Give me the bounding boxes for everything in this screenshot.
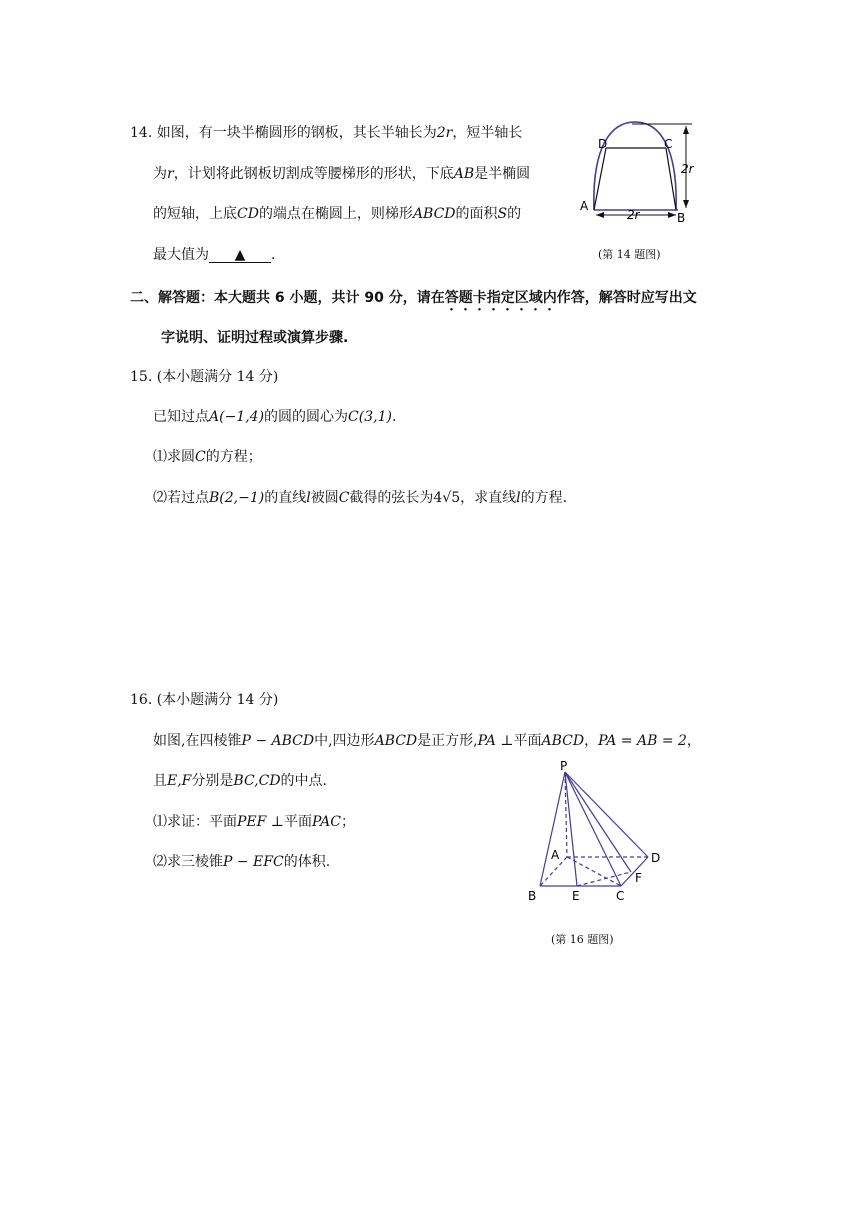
label-height: 2r [681, 162, 694, 176]
answer-blank: ▲ [209, 248, 271, 263]
label-a: A [551, 848, 560, 862]
label-p: P [560, 760, 568, 773]
q16-caption: (第 16 题图) [551, 933, 614, 946]
side-line-ad [594, 148, 606, 210]
section-heading-line2: 字说明、证明过程或演算步骤. [161, 330, 349, 346]
edge-pc [565, 772, 621, 886]
label-width: 2r [627, 208, 640, 222]
edge-pb [540, 772, 565, 886]
label-d: D [651, 851, 661, 865]
label-c: C [616, 889, 625, 903]
q15-header: 15. (本小题满分 14 分) [130, 369, 279, 385]
semi-ellipse-arc [594, 122, 676, 210]
q16-number: 16. [130, 692, 153, 708]
label-a: A [580, 199, 589, 213]
label-b: B [677, 211, 686, 225]
q14-line4: 最大值为 ▲ . [153, 247, 276, 263]
label-d: D [598, 137, 608, 151]
q14-line3: 的短轴，上底CD的端点在椭圆上，则梯形ABCD的面积S的 [153, 206, 522, 222]
q14-number: 14. [130, 125, 153, 141]
q16-figure-pyramid [520, 760, 670, 905]
label-c: C [664, 137, 673, 151]
q16-part2: ⑵求三棱锥P − EFC的体积. [153, 854, 331, 870]
q16-stem: 如图,在四棱锥P − ABCD中,四边形ABCD是正方形,PA ⊥平面ABCD，PA = AB = 2， [153, 733, 701, 749]
q15-part2: ⑵若过点B(2,−1)的直线l被圆C截得的弦长为4√5，求直线l的方程. [153, 490, 568, 506]
q16-header: 16. (本小题满分 14 分) [130, 692, 279, 708]
section-heading: 二、解答题：本大题共 6 小题，共计 90 分，请在答题卡指定区域内作答，解答时应写出文 [130, 290, 697, 306]
label-e: E [572, 889, 580, 903]
q16-part1: ⑴求证：平面PEF ⊥平面PAC； [153, 814, 355, 830]
label-f: F [635, 871, 642, 885]
q16-line2: 且E,F分别是BC,CD的中点. [153, 773, 327, 789]
q14-caption: (第 14 题图) [598, 248, 661, 261]
q15-stem: 已知过点A(−1,4)的圆的圆心为C(3,1). [153, 409, 397, 425]
q14-figure-semi-ellipse [580, 118, 705, 226]
q15-part1: ⑴求圆C的方程； [153, 449, 262, 465]
edge-pd [565, 772, 648, 857]
q15-number: 15. [130, 369, 153, 385]
q14-line1: 14. 如图，有一块半椭圆形的钢板，其长半轴长为2r，短半轴长 [130, 125, 523, 141]
emphasis-text: 答题卡指定区域内 [444, 290, 557, 306]
label-b: B [528, 889, 537, 903]
q14-line2: 为r，计划将此钢板切割成等腰梯形的形状，下底AB是半椭圆 [153, 166, 531, 182]
